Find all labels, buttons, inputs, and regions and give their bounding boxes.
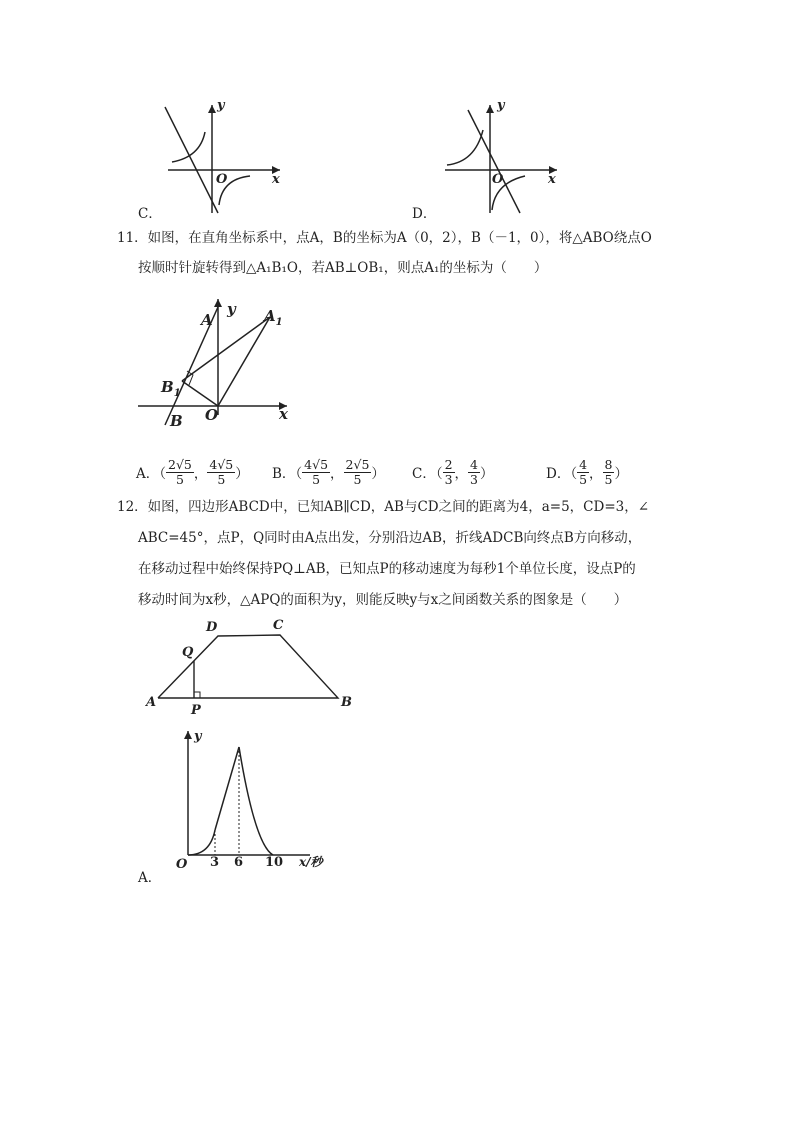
q11-option-c[interactable]: C．（ $\frac{2}{3}$ ， $\frac{4}{3}$ ） [412, 456, 494, 487]
q12-label-a: A [146, 695, 157, 710]
linear-line [165, 107, 218, 213]
q12-label-p: P [191, 703, 201, 718]
q11-option-d[interactable]: D．（ $\frac{4}{5}$ ， $\frac{8}{5}$ ） [546, 456, 628, 487]
q12-graph-tick-10: 10 [265, 855, 284, 870]
q11-opt-a-frac1: $\frac{2√5}{5}$ [168, 456, 192, 487]
y-arrow [486, 105, 494, 113]
q11-opt-c-frac2: $\frac{4}{3}$ [470, 456, 478, 487]
q11-option-b[interactable]: B．（ $\frac{4√5}{5}$ ， $\frac{2√5}{5}$ ） [272, 456, 385, 487]
segment-ob1 [182, 381, 218, 406]
q11-line2: 按顺时针旋转得到△A₁B₁O，若AB⊥OB₁，则点A₁的坐标为（ ） [138, 260, 548, 276]
q11-opt-a-label: A．（ [136, 466, 166, 482]
q11-opt-b-frac2: $\frac{2√5}{5}$ [345, 456, 370, 487]
option-c-label: C． [138, 206, 162, 222]
q12-label-q: Q [182, 645, 194, 660]
option-c-graph [150, 95, 290, 220]
q12-label-d: D [206, 620, 218, 635]
curve-segment-2 [215, 747, 239, 830]
q12-graph-y-label: y [194, 729, 202, 744]
curve-segment-3 [239, 747, 273, 855]
q11-label-a1: $A_1$ [264, 307, 283, 328]
option-d-graph [435, 95, 575, 220]
optd-x-label: x [548, 172, 556, 187]
q11-line1: 11．如图，在直角坐标系中，点A，B的坐标为A（0，2），B（－1，0），将△ABO绕点O [117, 230, 652, 246]
curve-segment-1 [188, 830, 215, 855]
linear-line [468, 110, 520, 213]
q11-option-a[interactable]: A．（ $\frac{2√5}{5}$ ， $\frac{4√5}{5}$ ） [136, 456, 249, 487]
optc-x-label: x [272, 172, 280, 187]
q12-graph-tick-3: 3 [210, 855, 220, 870]
q12-line4: 移动时间为x秒，△APQ的面积为y，则能反映y与x之间函数关系的图象是（ ） [138, 592, 628, 608]
right-angle-mark [194, 692, 200, 698]
optd-origin-label: O [492, 172, 504, 187]
q11-opt-d-label: D．（ [546, 466, 578, 482]
q12-graph-origin: O [176, 857, 188, 872]
q11-label-x: x [279, 405, 288, 423]
q11-opt-d-frac2: $\frac{8}{5}$ [604, 456, 613, 487]
hyperbola-branch-upper-left [172, 132, 205, 162]
optc-origin-label: O [216, 172, 228, 187]
q12-option-a-graph [170, 725, 320, 865]
q12-graph-tick-6: 6 [234, 855, 244, 870]
q12-option-a-label: A． [138, 870, 162, 886]
q12-line1: 12．如图，四边形ABCD中，已知AB∥CD，AB与CD之间的距离为4，a=5，CD=3，∠ [117, 499, 650, 515]
q11-opt-a-frac2: $\frac{4√5}{5}$ [209, 456, 234, 487]
q11-label-b: B [170, 412, 183, 430]
q11-opt-c-frac1: $\frac{2}{3}$ [444, 456, 453, 487]
q12-graph-x-label: x/秒 [299, 855, 323, 869]
y-arrow [184, 731, 192, 739]
q11-opt-b-label: B．（ [272, 466, 303, 482]
q11-label-y: y [227, 300, 236, 318]
q11-label-a: A [201, 311, 213, 329]
q12-label-b: B [341, 695, 352, 710]
q11-label-o: O [205, 406, 219, 424]
option-d-label: D． [412, 206, 437, 222]
q12-trapezoid-figure [140, 615, 360, 715]
q11-opt-d-frac1: $\frac{4}{5}$ [579, 456, 588, 487]
y-arrow [208, 105, 216, 113]
y-arrow [214, 299, 222, 307]
q11-label-b1: $B_1$ [161, 378, 181, 399]
q11-opt-c-label: C．（ [412, 466, 443, 482]
segment-oa1 [218, 317, 270, 406]
optc-y-label: y [217, 98, 225, 113]
q12-line2: ABC=45°，点P，Q同时由A点出发，分别沿边AB，折线ADCB向终点B方向移动， [138, 530, 642, 546]
q11-opt-b-frac1: $\frac{4√5}{5}$ [304, 456, 329, 487]
segment-b1a1 [182, 317, 270, 381]
hyperbola-branch-upper-left [447, 130, 483, 165]
q12-line3: 在移动过程中始终保持PQ⊥AB，已知点P的移动速度为每秒1个单位长度，设点P的 [138, 561, 636, 577]
optd-y-label: y [497, 98, 505, 113]
q12-label-c: C [273, 618, 284, 633]
